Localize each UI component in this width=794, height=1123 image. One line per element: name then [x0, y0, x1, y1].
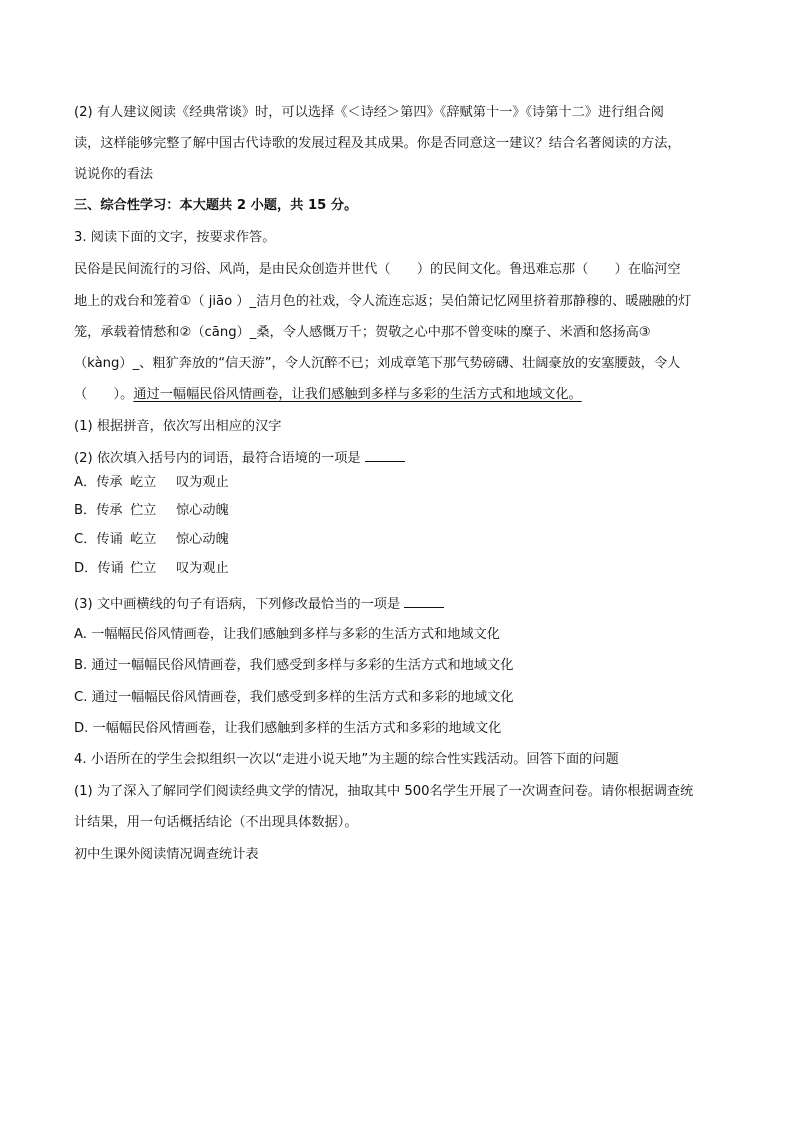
answer-blank — [404, 595, 444, 608]
q3-sub3-option-a: A. 一幅幅民俗风情画卷，让我们感触到多样与多彩的生活方式和地域文化 — [74, 627, 500, 642]
option-word-1: 伫立 — [130, 561, 157, 576]
q4-heading: 4. 小语所在的学生会拟组织一次以“走进小说天地”为主题的综合性实践活动。回答下面的问题 — [74, 752, 619, 767]
q3-sub2-option-c — [74, 531, 229, 549]
q4-sub1-line-2: 计结果，用一句话概括结论（不出现具体数据）。 — [74, 815, 358, 830]
q3-passage-line: 地上的戏台和笼着①（ jiāo ）_洁月色的社戏，令人流连忘返；吴伯箫记忆网里挤着那静穆的、暖融融的灯 — [74, 294, 692, 309]
q3-passage-last-line — [74, 386, 582, 404]
option-word-2: 惊心动魄 — [176, 532, 229, 547]
q3-sub1: (1) 根据拼音，依次写出相应的汉字 — [74, 419, 282, 434]
q2-2-line-1: (2) 有人建议阅读《经典常谈》时，可以选择《＜诗经＞第四》《辞赋第十一》《诗第十二》进行组合阅 — [74, 105, 664, 120]
option-word-1: 伫立 — [130, 503, 157, 518]
option-label: B．传承 — [74, 503, 123, 518]
q4-sub1-line-1: (1) 为了深入了解同学们阅读经典文学的情况，抽取其中 500名学生开展了一次调查问卷。请你根据调查统 — [74, 784, 694, 799]
q3-passage-last-plain: （ ）。 — [74, 387, 134, 402]
q3-sub2-option-a — [74, 474, 229, 492]
q3-sub2: (2) 依次填入括号内的词语，最符合语境的一项是 — [74, 451, 361, 466]
table-title: 初中生课外阅读情况调查统计表 — [74, 847, 259, 862]
q3-sub2-option-b — [74, 502, 229, 520]
q3-heading: 3. 阅读下面的文字，按要求作答。 — [74, 230, 276, 245]
q3-passage-line: （kàng）_、粗犷奔放的“信天游”，令人沉醉不已；刘成章笔下那气势磅礴、壮阔豪放的安塞腰鼓，令人 — [74, 356, 681, 371]
option-word-2: 叹为观止 — [176, 561, 229, 576]
q2-2-line-3: 说说你的看法 — [74, 167, 154, 182]
option-word-2: 惊心动魄 — [176, 503, 229, 518]
q3-passage-line: 民俗是民间流行的习俗、风尚，是由民众创造并世代（ ）的民间文化。鲁迅难忘那（ ）在临河空 — [74, 262, 681, 277]
q3-sub3: (3) 文中画横线的句子有语病，下列修改最恰当的一项是 — [74, 597, 401, 612]
option-label: A．传承 — [74, 475, 123, 490]
option-word-1: 屹立 — [130, 475, 157, 490]
q3-sub3-line — [74, 595, 444, 614]
q3-underlined-sentence: 通过一幅幅民俗风情画卷，让我们感触到多样与多彩的生活方式和地域文化。 — [133, 387, 582, 402]
section-3-title: 三、综合性学习：本大题共 2 小题，共 15 分。 — [74, 198, 358, 213]
q3-sub2-line — [74, 449, 405, 468]
q3-passage-line: 笼，承载着情愁和②（cāng）_桑，令人感慨万千；贺敬之心中那不曾变味的糜子、米酒和悠扬高③ — [74, 325, 651, 340]
q3-sub3-option-d: D. 一幅幅民俗风情画卷，让我们感触到多样的生活方式和多彩的地域文化 — [74, 721, 502, 736]
option-label: D．传诵 — [74, 561, 124, 576]
q3-sub3-option-c: C. 通过一幅幅民俗风情画卷，我们感受到多样的生活方式和多彩的地域文化 — [74, 690, 514, 705]
option-word-1: 屹立 — [130, 532, 157, 547]
q3-sub2-option-d — [74, 560, 229, 578]
q2-2-line-2: 读，这样能够完整了解中国古代诗歌的发展过程及其成果。你是否同意这一建议？结合名著阅读的方法， — [74, 136, 681, 151]
q3-sub3-option-b: B. 通过一幅幅民俗风情画卷，我们感受到多样与多彩的生活方式和地域文化 — [74, 658, 514, 673]
answer-blank — [365, 449, 405, 462]
option-label: C．传诵 — [74, 532, 123, 547]
option-word-2: 叹为观止 — [176, 475, 229, 490]
